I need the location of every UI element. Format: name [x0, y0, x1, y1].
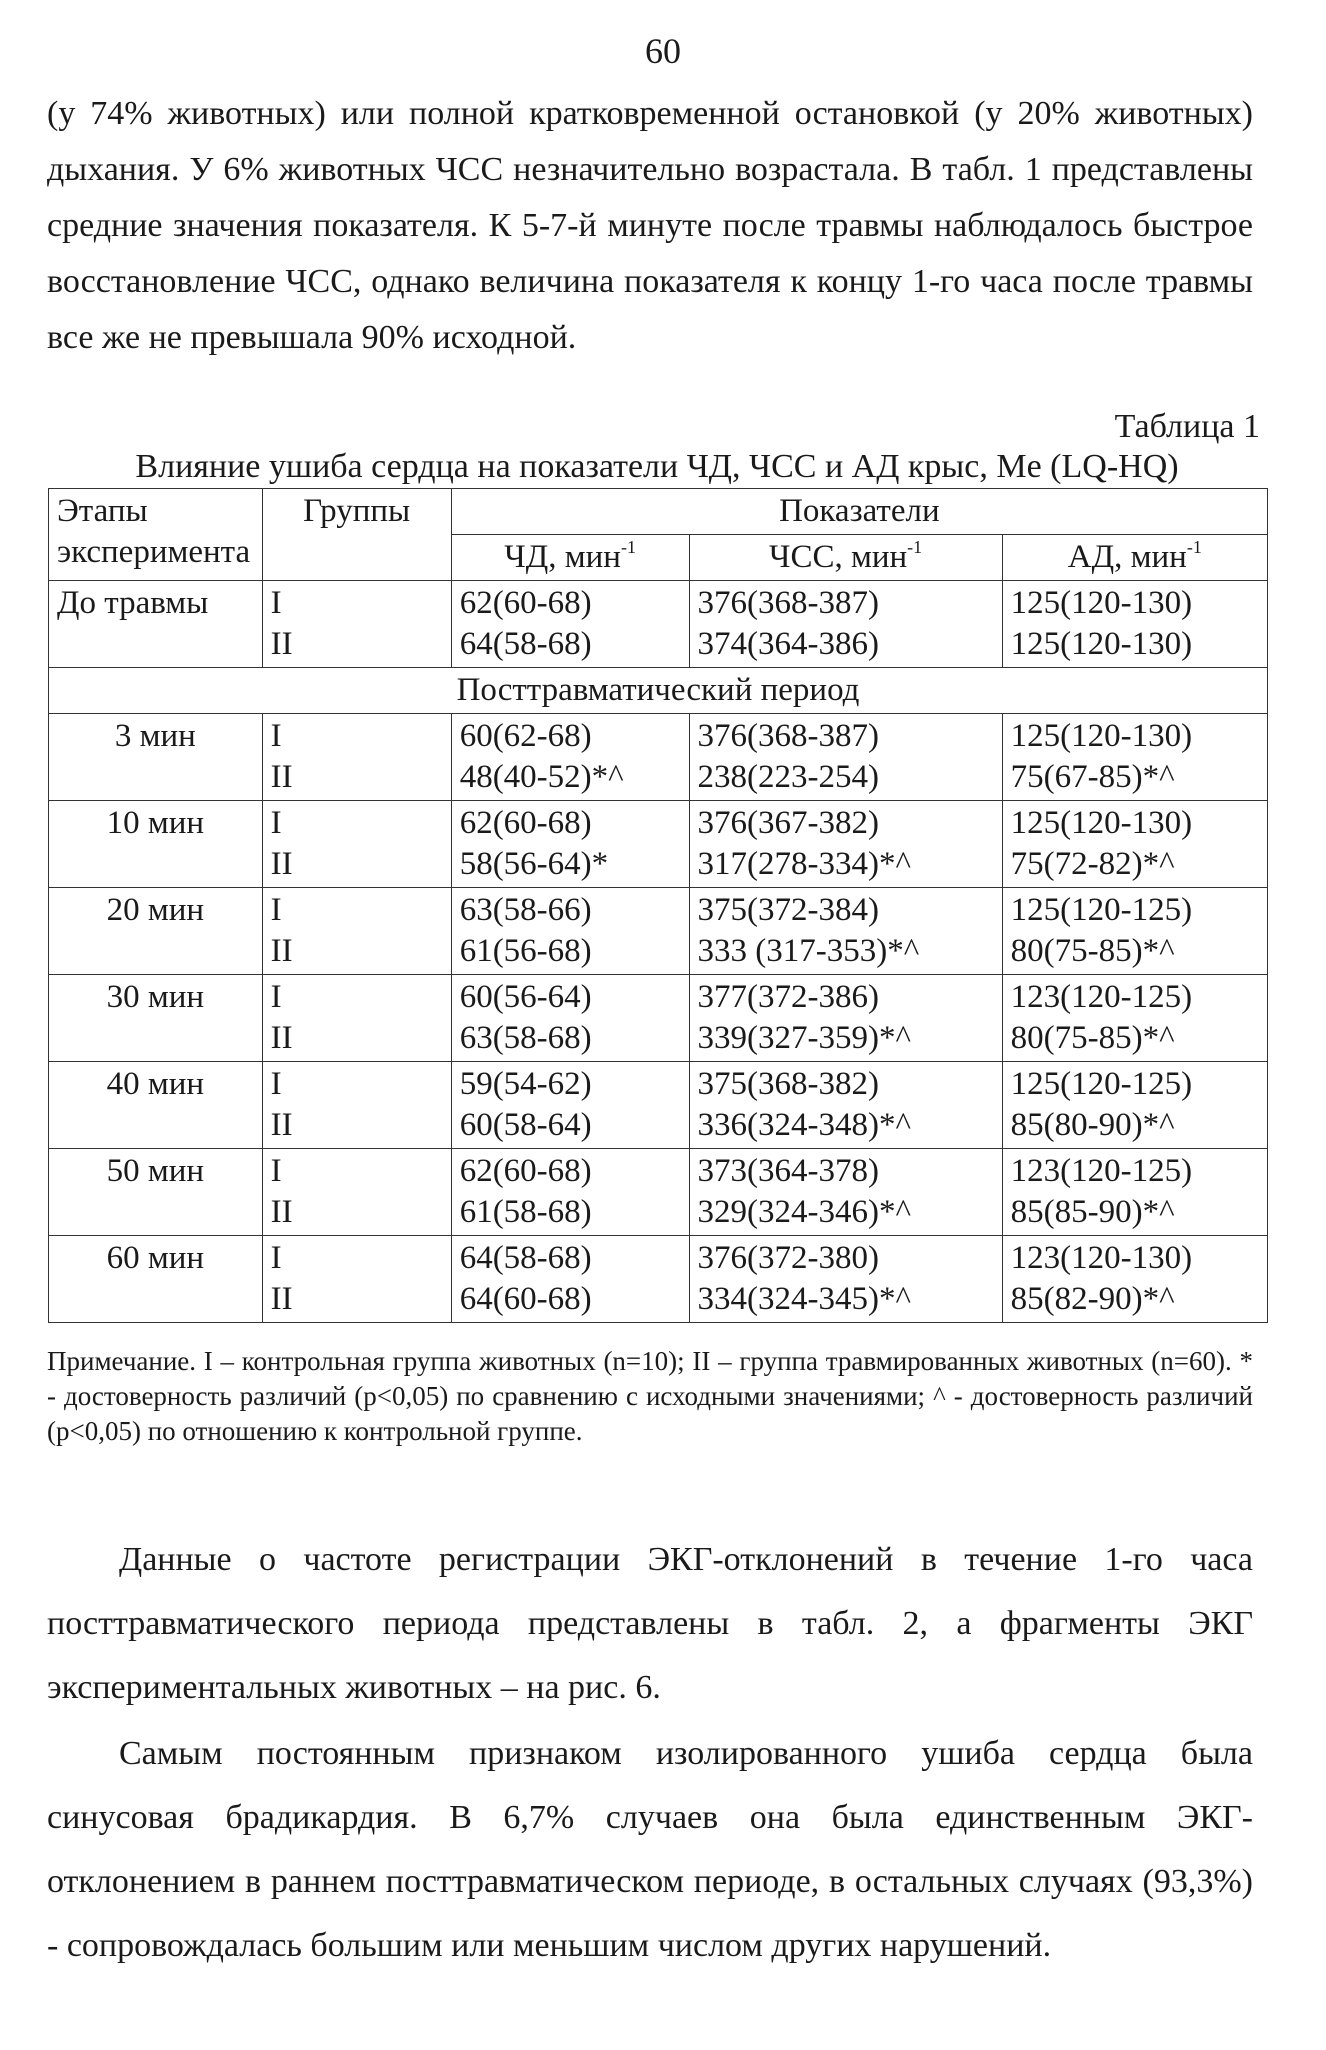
stage-cell: До травмы	[49, 581, 263, 668]
table-header-row	[49, 489, 1268, 535]
rr-cell: 62(60-68) 58(56-64)*	[451, 801, 689, 888]
table-row	[49, 1062, 1268, 1149]
stage-cell: 3 мин	[49, 714, 263, 801]
section-label: Посттравматический период	[49, 668, 1268, 714]
bp-cell: 123(120-130) 85(82-90)*^	[1002, 1236, 1267, 1323]
paragraph-intro: (у 74% животных) или полной кратковременной остановкой (у 20% животных) дыхания. У 6% животных ЧСС незначительно возрастала. В табл. 1 представлены средние значения показателя. К 5-7-й минуте после травмы наблюдалось быстрое восстановление ЧСС, однако величина показателя к концу 1-го часа после травмы все же не превышала 90% исходной.	[47, 95, 1253, 356]
stage-cell: 50 мин	[49, 1149, 263, 1236]
bp-cell: 125(120-130) 75(72-82)*^	[1002, 801, 1267, 888]
stage-cell: 20 мин	[49, 888, 263, 975]
page-number: 60	[645, 31, 681, 71]
rr-cell: 63(58-66) 61(56-68)	[451, 888, 689, 975]
hr-cell: 376(368-387) 238(223-254)	[689, 714, 1002, 801]
header-bp: АД, мин$^{-1}$	[1002, 535, 1267, 581]
paragraph-ecg-data: Данные о частоте регистрации ЭКГ-отклонений в течение 1-го часа посттравматического периода представлены в табл. 2, а фрагменты ЭКГ экспериментальных животных – на рис. 6.	[47, 1541, 1253, 1706]
rr-cell: 60(56-64) 63(58-68)	[451, 975, 689, 1062]
table-row-pre-trauma	[49, 581, 1268, 668]
header-groups: Группы	[262, 489, 451, 581]
group-cell: I II	[262, 975, 451, 1062]
bp-cell: 123(120-125) 85(85-90)*^	[1002, 1149, 1267, 1236]
hr-cell: 375(372-384) 333 (317-353)*^	[689, 888, 1002, 975]
table-row	[49, 714, 1268, 801]
hr-cell: 376(368-387) 374(364-386)	[689, 581, 1002, 668]
bp-cell: 125(120-130) 125(120-130)	[1002, 581, 1267, 668]
hr-cell: 375(368-382) 336(324-348)*^	[689, 1062, 1002, 1149]
rr-cell: 62(60-68) 61(58-68)	[451, 1149, 689, 1236]
bp-cell: 125(120-130) 75(67-85)*^	[1002, 714, 1267, 801]
stage-cell: 40 мин	[49, 1062, 263, 1149]
stage-cell: 10 мин	[49, 801, 263, 888]
stage-cell: 60 мин	[49, 1236, 263, 1323]
table-row	[49, 801, 1268, 888]
table-row	[49, 888, 1268, 975]
hr-cell: 377(372-386) 339(327-359)*^	[689, 975, 1002, 1062]
table-label: Таблица 1	[1114, 408, 1260, 445]
table-row	[49, 1236, 1268, 1323]
table-row	[49, 975, 1268, 1062]
paragraph-bradycardia: Самым постоянным признаком изолированного ушиба сердца была синусовая брадикардия. В 6,7% случаев она была единственным ЭКГ-отклонением в раннем посттравматическом периоде, в остальных случаях (93,3%) - сопровождалась большим или меньшим числом других нарушений.	[47, 1735, 1253, 1964]
table-row	[49, 1149, 1268, 1236]
bp-cell: 123(120-125) 80(75-85)*^	[1002, 975, 1267, 1062]
hr-cell: 376(367-382) 317(278-334)*^	[689, 801, 1002, 888]
bp-cell: 125(120-125) 80(75-85)*^	[1002, 888, 1267, 975]
hr-cell: 376(372-380) 334(324-345)*^	[689, 1236, 1002, 1323]
header-stage: Этапы эксперимента	[49, 489, 263, 581]
rr-cell: 60(62-68) 48(40-52)*^	[451, 714, 689, 801]
group-cell: I II	[262, 1062, 451, 1149]
stage-cell: 30 мин	[49, 975, 263, 1062]
bp-cell: 125(120-125) 85(80-90)*^	[1002, 1062, 1267, 1149]
rr-cell: 64(58-68) 64(60-68)	[451, 1236, 689, 1323]
header-indicators: Показатели	[451, 489, 1267, 535]
hr-cell: 373(364-378) 329(324-346)*^	[689, 1149, 1002, 1236]
data-table	[48, 488, 1268, 1323]
group-cell: I II	[262, 1236, 451, 1323]
group-cell: I II	[262, 801, 451, 888]
table-caption: Влияние ушиба сердца на показатели ЧД, ЧСС и АД крыс, Me (LQ-HQ)	[135, 448, 1179, 485]
group-cell: I II	[262, 714, 451, 801]
table-section-row	[49, 668, 1268, 714]
rr-cell: 62(60-68) 64(58-68)	[451, 581, 689, 668]
header-hr: ЧСС, мин$^{-1}$	[689, 535, 1002, 581]
header-rr: ЧД, мин$^{-1}$	[451, 535, 689, 581]
group-cell: I II	[262, 1149, 451, 1236]
group-cell: I II	[262, 581, 451, 668]
rr-cell: 59(54-62) 60(58-64)	[451, 1062, 689, 1149]
group-cell: I II	[262, 888, 451, 975]
table-note: Примечание. I – контрольная группа животных (n=10); II – группа травмированных животных (n=60). * - достоверность различий (p<0,05) по сравнению с исходными значениями; ^ - достоверность различий (p<0,05) по отношению к контрольной группе.	[47, 1346, 1253, 1446]
